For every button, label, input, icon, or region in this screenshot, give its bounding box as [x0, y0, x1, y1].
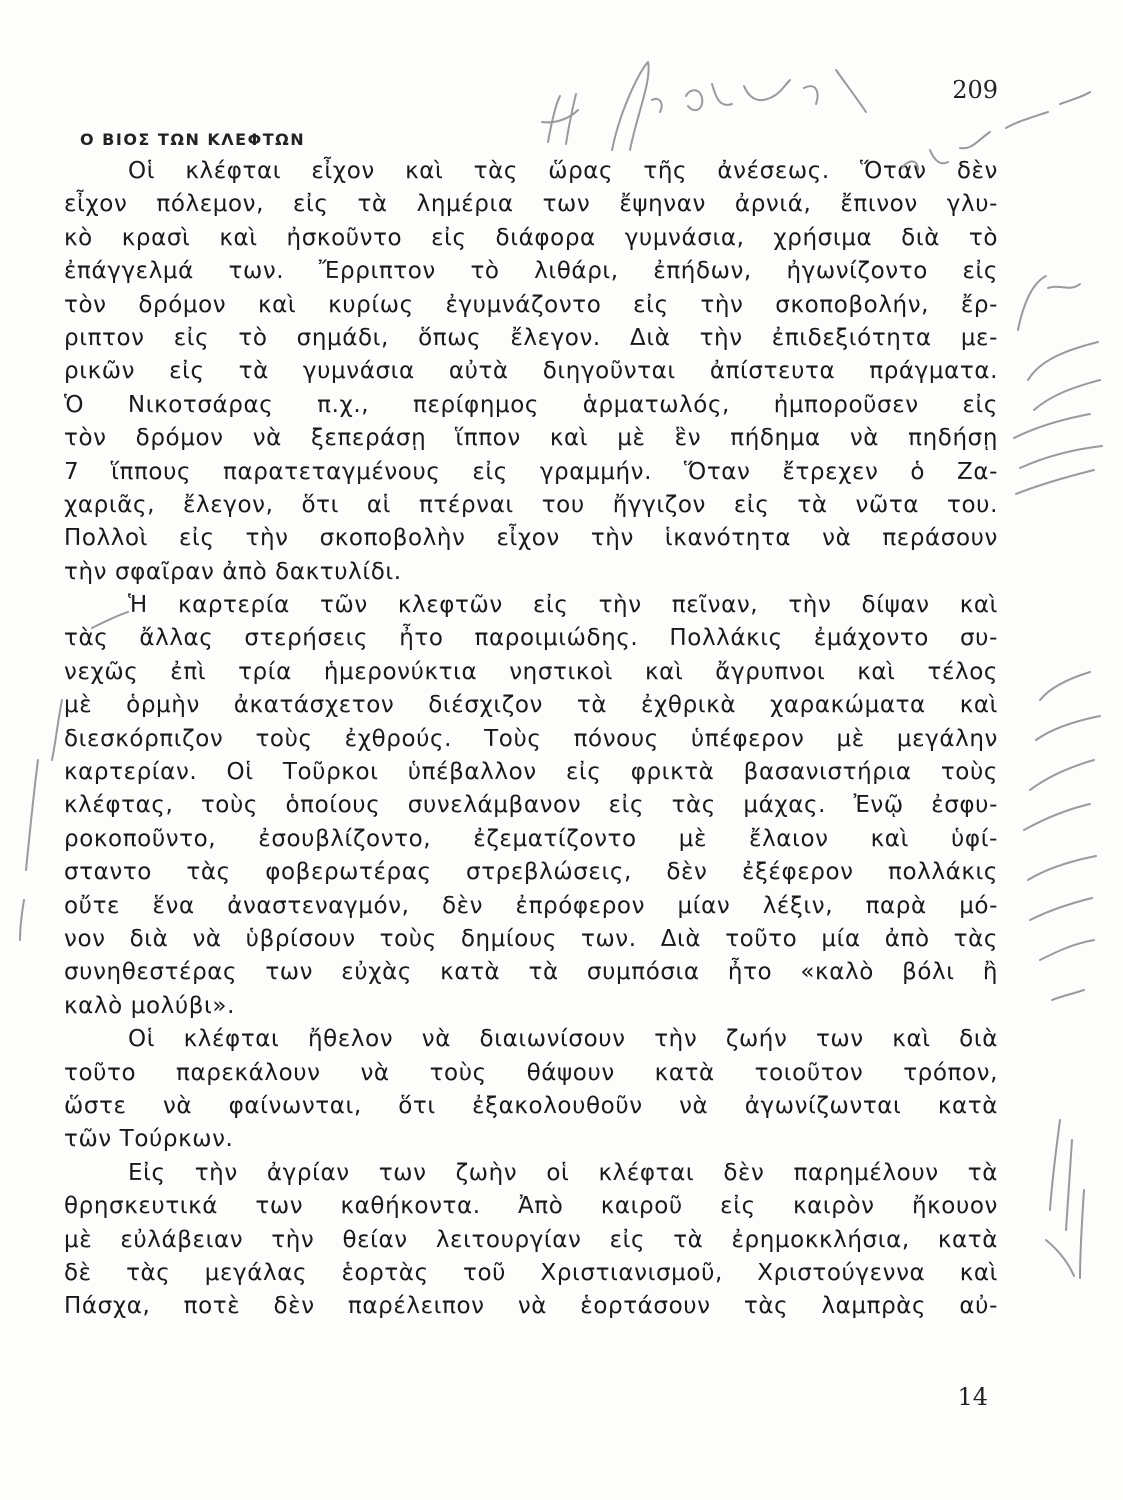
text-line: δὲ τὰς μεγάλας ἑορτὰς τοῦ Χριστιανισμοῦ, Χριστούγεννα καὶ: [64, 1259, 998, 1286]
right-margin-note-2: [1024, 672, 1100, 1000]
text-line: κὸ κρασὶ καὶ ἠσκοῦντο εἰς διάφορα γυμνάσια, χρήσιμα διὰ τὸ: [64, 224, 998, 251]
handwriting-stroke: [1028, 342, 1100, 410]
text-line: Ἡ καρτερία τῶν κλεφτῶν εἰς τὴν πεῖναν, τὴν δίψαν καὶ: [128, 592, 998, 619]
running-head: Ο ΒΙΟΣ ΤΩΝ ΚΛΕΦΤΩΝ: [80, 130, 306, 149]
text-line: μὲ εὐλάβειαν τὴν θείαν λειτουργίαν εἰς τὰ ἐρημοκκλήσια, κατὰ: [64, 1226, 998, 1253]
text-line: κλέφτας, τοὺς ὁποίους συνελάμβανον εἰς τὰς μάχας. Ἐνῷ ἐσφυ-: [64, 792, 998, 819]
handwriting-stroke: [1040, 940, 1094, 1000]
handwriting-stroke: [1024, 760, 1094, 830]
text-line: καλὸ μολύβι».: [64, 992, 235, 1019]
top-handwriting: [542, 62, 1090, 170]
handwriting-stroke: [686, 80, 790, 110]
text-line: Ὁ Νικοτσάρας π.χ., περίφημος ἁρματωλός, ἠμποροῦσεν εἰς: [64, 391, 998, 418]
signature-mark: 14: [957, 1383, 988, 1411]
text-line: Οἱ κλέφται ἤθελον νὰ διαιωνίσουν τὴν ζωήν των καὶ διὰ: [128, 1026, 998, 1053]
page-number: 209: [952, 76, 998, 104]
lower-right-margin-note: [1046, 1120, 1084, 1278]
text-line: διεσκόρπιζον τοὺς ἐχθρούς. Τοὺς πόνους ὑπέφερον μὲ μεγάλην: [64, 725, 998, 752]
text-line: τὰς ἄλλας στερήσεις ἦτο παροιμιώδης. Πολλάκις ἐμάχοντο συ-: [64, 625, 998, 652]
text-line: καρτερίαν. Οἱ Τοῦρκοι ὑπέβαλλον εἰς φρικτὰ βασανιστήρια τοὺς: [64, 759, 998, 786]
text-line: Οἱ κλέφται εἶχον καὶ τὰς ὥρας τῆς ἀνέσεως. Ὅταν δὲν: [128, 158, 998, 184]
text-line: ἐπάγγελμά των. Ἔρριπτον τὸ λιθάρι, ἐπήδων, ἠγωνίζοντο εἰς: [64, 258, 998, 285]
text-line: τῶν Τούρκων.: [64, 1126, 234, 1153]
handwriting-stroke: [612, 62, 662, 150]
text-line: νον διὰ νὰ ὑβρίσουν τοὺς δημίους των. Διὰ τοῦτο μία ἀπὸ τὰς: [64, 925, 998, 952]
handwriting-stroke: [1050, 1120, 1072, 1230]
text-line: ρικῶν εἰς τὰ γυμνάσια αὐτὰ διηγοῦνται ἀπίστευτα πράγματα.: [64, 358, 998, 385]
text-line: τὸν δρόμον νὰ ξεπεράσῃ ἵππον καὶ μὲ ἓν πήδημα νὰ πηδήσῃ: [64, 425, 998, 452]
text-line: τὴν σφαῖραν ἀπὸ δακτυλίδι.: [64, 558, 402, 585]
text-line: ριπτον εἰς τὸ σημάδι, ὅπως ἔλεγον. Διὰ τὴν ἐπιδεξιότητα με-: [64, 324, 998, 351]
text-line: συνηθεστέρας των εὐχὰς κατὰ τὰ συμπόσια ἦτο «καλὸ βόλι ἢ: [64, 959, 998, 986]
text-line: νεχῶς ἐπὶ τρία ἡμερονύκτια νηστικοὶ καὶ ἄγρυπνοι καὶ τέλος: [64, 658, 998, 685]
body-text: [64, 155, 998, 1324]
text-line: χαριᾶς, ἔλεγον, ὅτι αἱ πτέρναι του ἤγγιζον εἰς τὰ νῶτα του.: [64, 491, 998, 518]
text-line: θρησκευτικά των καθήκοντα. Ἀπὸ καιροῦ εἰς καιρὸν ἤκουον: [64, 1193, 998, 1220]
text-line: μὲ ὁρμὴν ἀκατάσχετον διέσχιζον τὰ ἐχθρικὰ χαρακώματα καὶ: [64, 692, 998, 719]
handwriting-stroke: [1036, 672, 1100, 740]
text-line: Εἰς τὴν ἀγρίαν των ζωὴν οἱ κλέφται δὲν παρημέλουν τὰ: [128, 1159, 998, 1186]
handwriting-stroke: [1018, 276, 1080, 330]
text-line: σταντο τὰς φοβερωτέρας στρεβλώσεις, δὲν ἐξέφερον πολλάκις: [64, 859, 998, 886]
handwriting-stroke: [52, 700, 62, 760]
handwriting-stroke: [20, 760, 38, 940]
handwriting-stroke: [1014, 414, 1102, 468]
handwriting-stroke: [1016, 470, 1094, 494]
text-line: εἶχον πόλεμον, εἰς τὰ λημέρια των ἔψηναν ἀρνιά, ἔπινον γλυ-: [64, 191, 998, 218]
text-line: Πάσχα, ποτὲ δὲν παρέλειπον νὰ ἑορτάσουν τὰς λαμπρὰς αὐ-: [64, 1293, 998, 1320]
handwriting-stroke: [1046, 1190, 1084, 1278]
right-margin-note-1: [1014, 276, 1102, 494]
handwriting-stroke: [542, 94, 578, 144]
text-line: Πολλοὶ εἰς τὴν σκοποβολὴν εἶχον τὴν ἱκανότητα νὰ περάσουν: [64, 525, 998, 552]
text-line: 7 ἵππους παρατεταγμένους εἰς γραμμήν. Ὅταν ἔτρεχεν ὁ Ζα-: [64, 458, 998, 485]
text-line: τοῦτο παρεκάλουν νὰ τοὺς θάψουν κατὰ τοιοῦτον τρόπον,: [64, 1059, 998, 1086]
handwriting-stroke: [804, 70, 866, 112]
text-line: οὔτε ἕνα ἀναστεναγμόν, δὲν ἐπρόφερον μίαν λέξιν, παρὰ μό-: [64, 892, 998, 919]
handwriting-stroke: [1028, 856, 1096, 920]
text-line: ροκοποῦντο, ἐσουβλίζοντο, ἐζεματίζοντο μὲ ἔλαιον καὶ ὑφί-: [64, 825, 998, 852]
text-line: τὸν δρόμον καὶ κυρίως ἐγυμνάζοντο εἰς τὴν σκοποβολήν, ἔρ-: [64, 291, 998, 318]
text-line: ὥστε νὰ φαίνωνται, ὅτι ἐξακολουθοῦν νὰ ἀγωνίζωνται κατὰ: [64, 1092, 998, 1119]
